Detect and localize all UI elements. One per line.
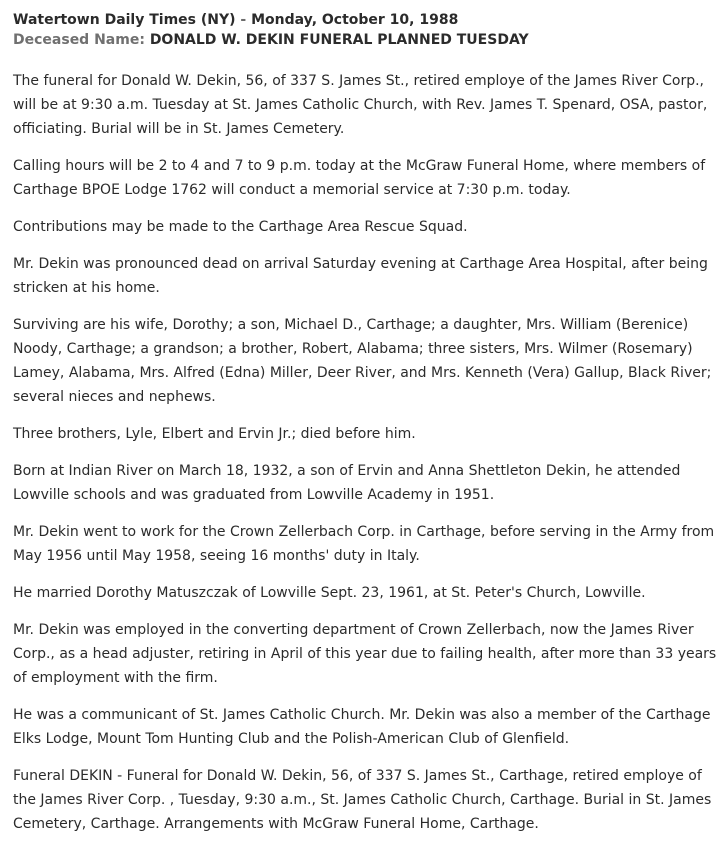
paragraph: Calling hours will be 2 to 4 and 7 to 9 p.m. today at the McGraw Funeral Home, where members of Carthage BPOE Lodge 1762 will conduct a memorial service at 7:30 p.m. today. <box>13 158 706 198</box>
paragraph: He married Dorothy Matuszczak of Lowville Sept. 23, 1961, at St. Peter's Church, Lowville. <box>13 585 646 601</box>
publication-date: Monday, October 10, 1988 <box>251 12 459 28</box>
deceased-name-value: DONALD W. DEKIN FUNERAL PLANNED TUESDAY <box>149 32 529 48</box>
paragraph: He was a communicant of St. James Catholic Church. Mr. Dekin was also a member of the Carthage Elks Lodge, Mount Tom Hunting Club and the Polish-American Club of Glenfield. <box>13 707 711 747</box>
paragraph: Three brothers, Lyle, Elbert and Ervin Jr.; died before him. <box>13 426 416 442</box>
paragraph: Mr. Dekin went to work for the Crown Zellerbach Corp. in Carthage, before serving in the Army from May 1956 until May 1958, seeing 16 months' duty in Italy. <box>13 524 715 564</box>
paragraph: Surviving are his wife, Dorothy; a son, Michael D., Carthage; a daughter, Mrs. William (Berenice) Noody, Carthage; a grandson; a brother, Robert, Alabama; three sisters, Mrs. Wilmer (Rosemary) Lamey, Alabama, Mrs. Alfred (Edna) Miller, Deer River, and Mrs. Kenneth (Vera) Gallup, Black River; several nieces and nephews. <box>13 317 712 405</box>
source-header <box>13 10 727 30</box>
paragraph: Mr. Dekin was employed in the converting department of Crown Zellerbach, now the James River Corp., as a head adjuster, retiring in April of this year due to failing health, after more than 33 years of employment with the firm. <box>13 622 717 686</box>
deceased-name-label: Deceased Name: <box>13 32 145 48</box>
paragraph: The funeral for Donald W. Dekin, 56, of 337 S. James St., retired employe of the James River Corp., will be at 9:30 a.m. Tuesday at St. James Catholic Church, with Rev. James T. Spenard, OSA, pastor, officiating. Burial will be in St. James Cemetery. <box>13 73 708 137</box>
paragraph: Funeral DEKIN - Funeral for Donald W. Dekin, 56, of 337 S. James St., Carthage, retired employe of the James River Corp. , Tuesday, 9:30 a.m., St. James Catholic Church, Carthage. Burial in St. James Cemetery, Carthage. Arrangements with McGraw Funeral Home, Carthage. <box>13 768 712 832</box>
deceased-name-line <box>13 30 727 50</box>
paragraph: Mr. Dekin was pronounced dead on arrival Saturday evening at Carthage Area Hospital, after being stricken at his home. <box>13 256 708 296</box>
paragraph: Born at Indian River on March 18, 1932, a son of Ervin and Anna Shettleton Dekin, he attended Lowville schools and was graduated from Lowville Academy in 1951. <box>13 463 681 503</box>
header-separator: - <box>235 12 252 28</box>
paragraph: Contributions may be made to the Carthage Area Rescue Squad. <box>13 219 468 235</box>
obituary-body <box>13 69 719 836</box>
newspaper-name: Watertown Daily Times (NY) <box>13 12 236 28</box>
